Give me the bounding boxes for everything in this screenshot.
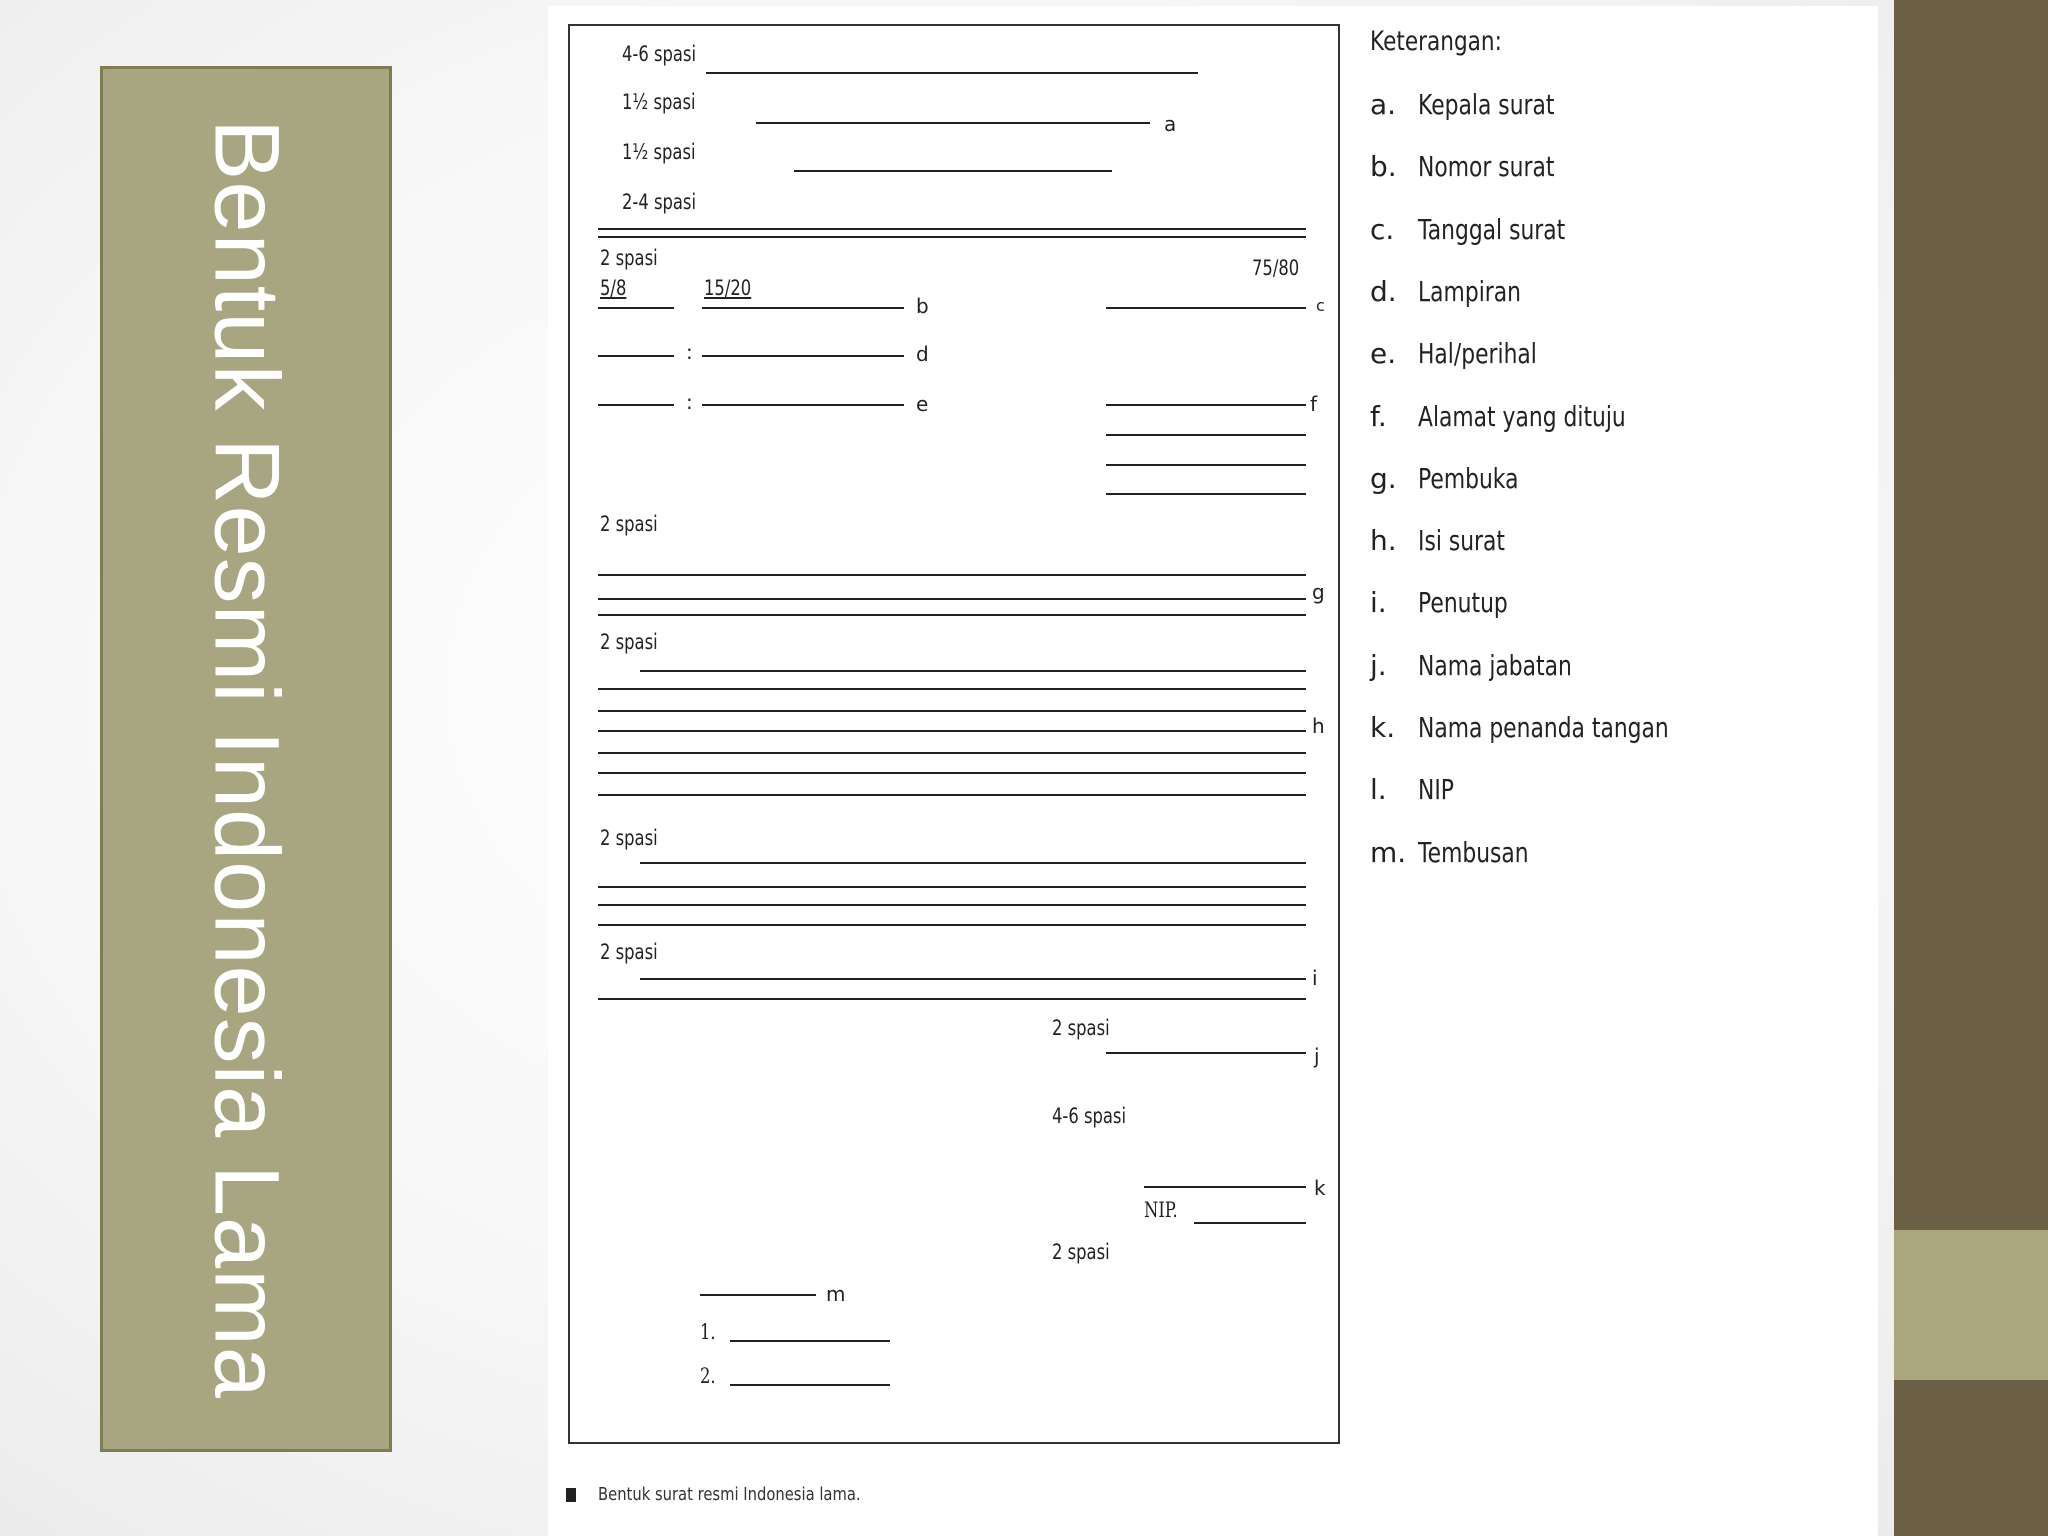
nip-line [1194,1222,1306,1224]
header-rule [598,228,1306,230]
spacing-label: 2 spasi [600,630,658,654]
legend-key: i. [1370,586,1387,619]
header-rule [598,236,1306,238]
legend-label: Lampiran [1418,275,1521,308]
position-line [1106,1052,1306,1054]
legend-item [1370,213,1607,246]
legend-item [1370,462,1547,495]
closing-line [640,978,1306,980]
address-line [1106,434,1306,436]
address-line [1106,493,1306,495]
cc-number: 2. [700,1364,716,1388]
address-line [1106,464,1306,466]
measure-label: 5/8 [600,276,627,300]
legend-label: Kepala surat [1418,88,1555,121]
legend-label: Nama penanda tangan [1418,711,1669,744]
body-line [598,772,1306,774]
right-decor-accent [1894,1230,2048,1380]
marker-a: a [1164,112,1177,136]
measure-label: 75/80 [1252,256,1300,280]
legend-item [1370,337,1570,370]
legend-key: c. [1370,213,1395,246]
legend-label: Penutup [1418,586,1508,619]
legend-key: k. [1370,711,1396,744]
legend-key: j. [1370,649,1387,682]
legend-item [1370,836,1560,869]
legend-item [1370,275,1550,308]
spacing-label: 2 spasi [600,826,658,850]
caption-bullet-icon [566,1488,576,1502]
marker-g: g [1312,580,1325,604]
figure-caption: Bentuk surat resmi Indonesia lama. [598,1484,861,1505]
spacing-label: 2 spasi [600,512,658,536]
cc-line [730,1340,890,1342]
legend-label: Nama jabatan [1418,649,1572,682]
measure-label: 15/20 [704,276,752,300]
field-line [702,404,904,406]
marker-i: i [1312,966,1318,990]
cc-number: 1. [700,1320,716,1344]
marker-f: f [1310,392,1318,416]
address-line [1106,404,1306,406]
spacing-label: 1½ spasi [622,90,696,114]
legend-label: Alamat yang dituju [1418,400,1626,433]
legend-item [1370,586,1533,619]
spacing-label: 2 spasi [1052,1016,1110,1040]
marker-e: e [916,392,929,416]
body-line [598,614,1306,616]
slide-title: Bentuk Resmi Indonesia Lama [195,119,298,1399]
field-line [1106,307,1306,309]
spacing-label: 1½ spasi [622,140,696,164]
body-line [598,904,1306,906]
body-line [640,862,1306,864]
field-line [702,355,904,357]
legend-label: Hal/perihal [1418,337,1537,370]
field-line [598,404,674,406]
nip-label: NIP. [1144,1198,1178,1222]
header-line [706,72,1198,74]
body-line [598,886,1306,888]
marker-j: j [1314,1044,1320,1068]
legend-key: b. [1370,150,1397,183]
legend-label: Isi surat [1418,524,1505,557]
legend-item [1370,524,1530,557]
field-line [702,307,904,309]
marker-d: d [916,342,929,366]
legend-item [1370,649,1615,682]
legend-key: e. [1370,337,1397,370]
legend-key: d. [1370,275,1397,308]
legend-item [1370,88,1593,121]
body-line [598,710,1306,712]
marker-m: m [826,1282,846,1306]
cc-line [730,1384,890,1386]
legend-key: h. [1370,524,1397,557]
legend-key: a. [1370,88,1397,121]
spacing-label: 2-4 spasi [622,190,697,214]
legend-item [1370,773,1464,806]
legend-label: Pembuka [1418,462,1519,495]
marker-h: h [1312,714,1325,738]
legend-label: Tanggal surat [1418,213,1566,246]
spacing-label: 2 spasi [1052,1240,1110,1264]
marker-k: k [1314,1176,1326,1200]
slide-title-box [100,66,392,1452]
signer-line [1144,1186,1306,1188]
header-line [794,170,1112,172]
spacing-label: 4-6 spasi [1052,1104,1127,1128]
body-line [598,598,1306,600]
cc-line [700,1294,816,1296]
legend-key: m. [1370,836,1407,869]
spacing-label: 4-6 spasi [622,42,697,66]
legend-label: Nomor surat [1418,150,1555,183]
marker-b: b [916,294,929,318]
body-line [598,688,1306,690]
legend-label: Tembusan [1418,836,1529,869]
field-line [598,355,674,357]
legend-title: Keterangan: [1370,26,1502,57]
marker-c: c [1316,296,1325,315]
body-line [598,752,1306,754]
body-line [640,670,1306,672]
legend-key: l. [1370,773,1387,806]
body-line [598,794,1306,796]
legend-label: NIP [1418,773,1454,806]
colon: : [686,390,693,414]
body-line [598,574,1306,576]
spacing-label: 2 spasi [600,940,658,964]
header-line [756,122,1150,124]
body-line [598,924,1306,926]
legend-item [1370,150,1593,183]
colon: : [686,340,693,364]
legend-key: f. [1370,400,1387,433]
legend-key: g. [1370,462,1397,495]
legend-item [1370,400,1684,433]
spacing-label: 2 spasi [600,246,658,270]
legend-item [1370,711,1739,744]
closing-line [598,998,1306,1000]
body-line [598,730,1306,732]
field-line [598,307,674,309]
